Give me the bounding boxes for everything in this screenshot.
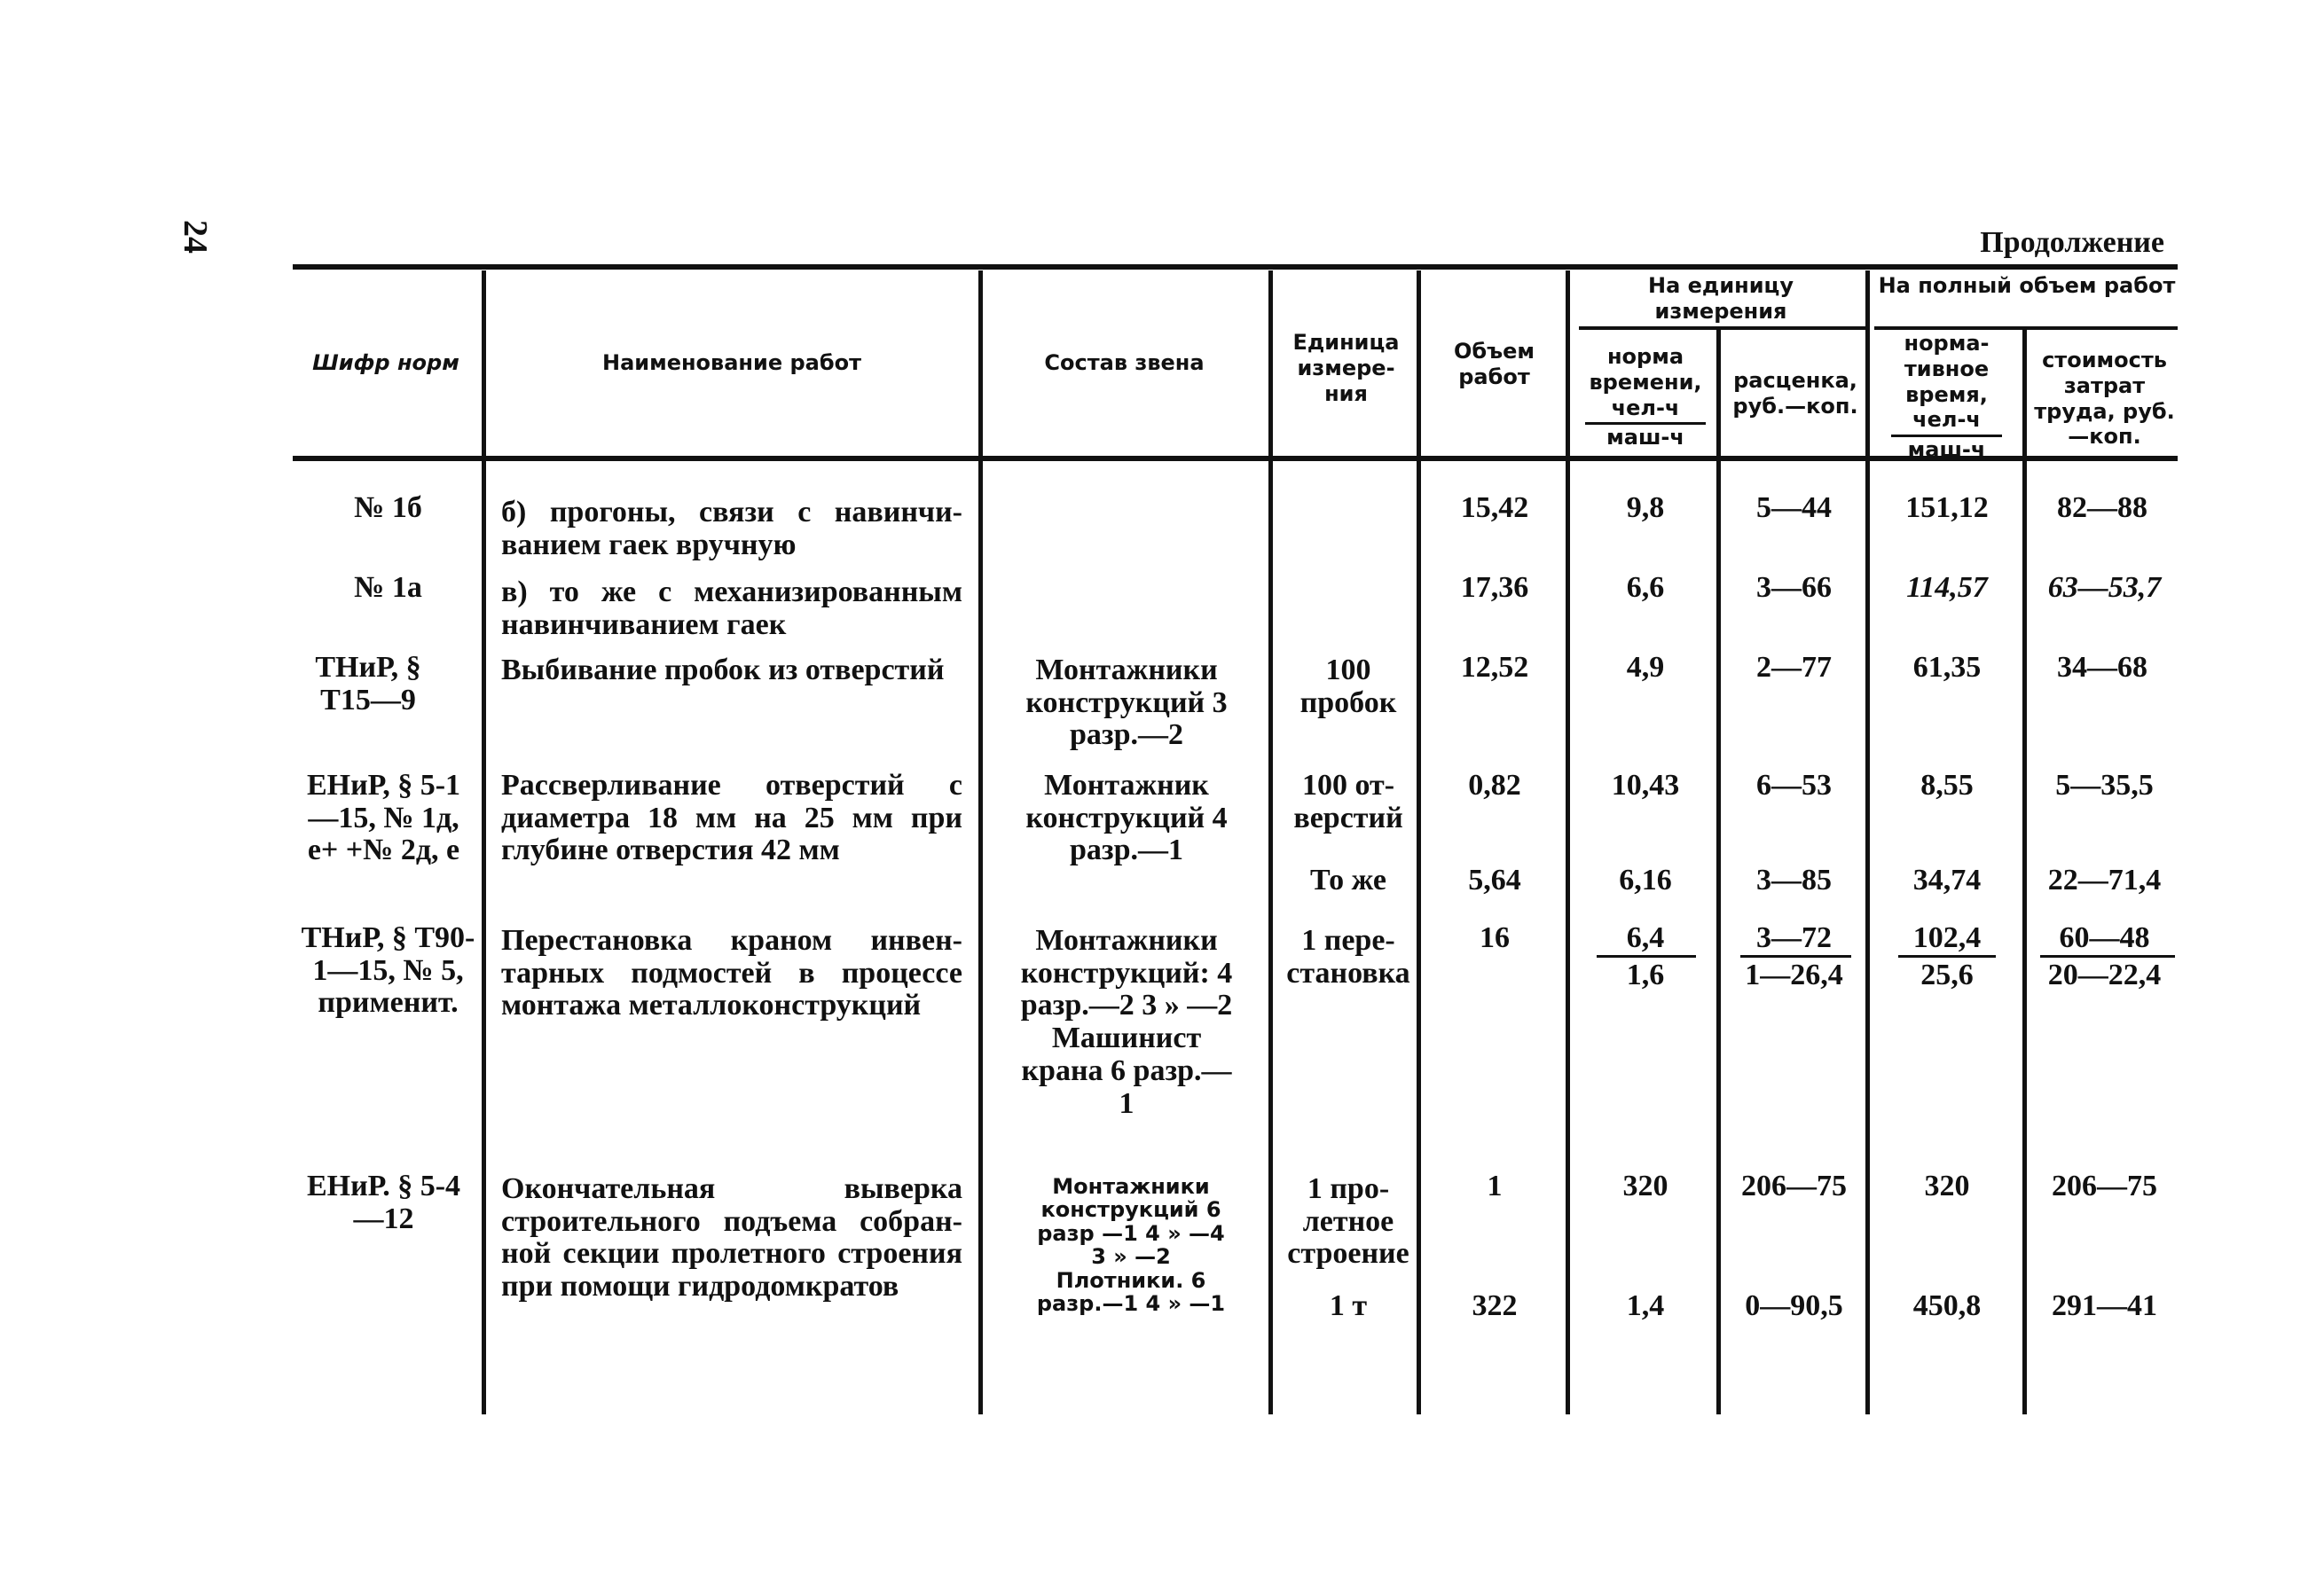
row8-norm: 1,4 <box>1626 1289 1665 1322</box>
row1-norm: 9,8 <box>1626 491 1665 524</box>
page-number: 24 <box>177 220 214 254</box>
row3-rate: 2—77 <box>1756 651 1832 684</box>
header-per-unit-label: На единицу измерения <box>1648 273 1794 324</box>
row4-crew: Монтажник конструкций 4 разр.—1 <box>1025 769 1228 867</box>
header-unit: Единица измерения <box>1292 330 1400 406</box>
header-full-norm-bottom: маш-ч <box>1907 437 1986 463</box>
row6-full-cost-machine: 20—22,4 <box>2047 959 2162 991</box>
row4-code: ЕНиР, § 5-1—15, № 1д, е+ +№ 2д, е <box>306 769 461 867</box>
continuation-label: Продолжение <box>1980 226 2164 259</box>
header-full-cost: стоимость затрат труда, руб.—коп. <box>2034 348 2175 450</box>
row6-norm: 6,4 <box>1626 921 1665 954</box>
row1-name: б) прогоны, связи с навинчиванием гаек вручную <box>501 496 962 561</box>
row8-unit: 1 т <box>1329 1289 1368 1322</box>
row4-full-norm: 8,55 <box>1920 769 1974 802</box>
row7-code: ЕНиР. § 5-4—12 <box>306 1170 461 1235</box>
header-code: Шифр норм <box>312 350 459 375</box>
row7-full-norm: 320 <box>1924 1170 1970 1202</box>
header-volume: Объем работ <box>1453 339 1535 389</box>
header-per-unit-norm <box>1574 344 1716 450</box>
row6-full-cost-fraction-line <box>2040 955 2175 958</box>
row4-full-cost: 5—35,5 <box>2055 769 2154 802</box>
row5-norm: 6,16 <box>1619 864 1672 897</box>
row2-full-cost: 63—53,7 <box>2047 571 2162 604</box>
header-full-norm <box>1873 331 2020 463</box>
row4-rate: 6—53 <box>1756 769 1832 802</box>
row1-volume: 15,42 <box>1460 491 1529 524</box>
row2-rate: 3—66 <box>1756 571 1832 604</box>
row2-name: в) то же с механизированным навинчиванием гаек <box>501 576 962 641</box>
row1-full-cost: 82—88 <box>2057 491 2147 524</box>
row3-full-cost: 34—68 <box>2057 651 2147 684</box>
row1-code: № 1б <box>354 491 422 524</box>
row3-code: ТНиР, § Т15—9 <box>315 651 421 717</box>
row1-full-norm: 151,12 <box>1905 491 1989 524</box>
row5-unit: То же <box>1310 864 1386 897</box>
row3-crew: Монтажники конструкций 3 разр.—2 <box>1025 654 1228 752</box>
row6-full-norm: 102,4 <box>1912 921 1982 954</box>
row2-code: № 1а <box>354 571 422 604</box>
row5-volume: 5,64 <box>1468 864 1521 897</box>
row3-unit: 100 пробок <box>1299 654 1397 719</box>
table-top-rule <box>293 264 2178 270</box>
row3-volume: 12,52 <box>1460 651 1529 684</box>
header-per-unit-norm-top: норма времени, чел-ч <box>1585 344 1706 425</box>
header-full-norm-top: нормативное время, чел-ч <box>1891 331 2002 437</box>
row6-full-cost: 60—48 <box>2059 921 2150 954</box>
row3-full-norm: 61,35 <box>1912 651 1982 684</box>
row7-norm: 320 <box>1622 1170 1668 1202</box>
row5-full-cost: 22—71,4 <box>2047 864 2162 897</box>
row6-norm-machine: 1,6 <box>1626 959 1665 991</box>
header-full <box>1876 273 2178 299</box>
subheader-rule-left <box>1579 326 1867 330</box>
header-per-unit <box>1579 273 1863 325</box>
row8-full-cost: 291—41 <box>2052 1289 2157 1322</box>
row7-full-cost: 206—75 <box>2052 1170 2157 1202</box>
row4-name: Рассверливание отверстий с диаметра 18 мм на 25 мм при глубине отверстия 42 мм <box>501 769 962 867</box>
header-per-unit-rate: расценка, руб.—коп. <box>1732 368 1858 419</box>
row3-norm: 4,9 <box>1626 651 1665 684</box>
row6-unit: 1 перестановка <box>1286 924 1410 990</box>
row5-rate: 3—85 <box>1756 864 1832 897</box>
row2-norm: 6,6 <box>1626 571 1665 604</box>
row7-rate: 206—75 <box>1741 1170 1847 1202</box>
row6-code: ТНиР, § Т90-1—15, № 5, применит. <box>301 921 475 1020</box>
row6-rate: 3—72 <box>1756 921 1832 954</box>
header-name: Наименование работ <box>601 350 861 375</box>
col-rule-7 <box>1865 270 1870 1414</box>
row8-rate: 0—90,5 <box>1745 1289 1843 1322</box>
row6-volume: 16 <box>1480 921 1510 954</box>
col-rule-2 <box>978 270 983 1414</box>
header-full-label: На полный объем работ <box>1878 273 2176 298</box>
col-rule-5 <box>1566 270 1570 1414</box>
header-per-unit-norm-bottom: маш-ч <box>1606 425 1684 450</box>
row4-unit: 100 отверстий <box>1293 769 1403 834</box>
row3-name: Выбивание пробок из отверстий <box>501 654 945 686</box>
row7-volume: 1 <box>1487 1170 1503 1202</box>
row6-full-norm-machine: 25,6 <box>1920 959 1974 991</box>
col-rule-3 <box>1268 270 1273 1414</box>
col-rule-1 <box>482 270 486 1414</box>
row5-full-norm: 34,74 <box>1912 864 1982 897</box>
row6-full-norm-fraction-line <box>1898 955 1996 958</box>
row6-norm-fraction-line <box>1597 955 1696 958</box>
header-crew: Состав звена <box>1044 350 1205 375</box>
row7-name: Окончательная выверка строительного подъема собранной секции пролетного строения при помощи гидродомкратов <box>501 1172 962 1304</box>
row4-volume: 0,82 <box>1468 769 1521 802</box>
row7-crew: Монтажники конструкций 6 разр —1 4 » —4 3 » —2 Плотники. 6 разр.—1 4 » —1 <box>1036 1174 1226 1316</box>
row4-norm: 10,43 <box>1611 769 1680 802</box>
col-rule-4 <box>1417 270 1421 1414</box>
row7-unit: 1 пролетное строение <box>1287 1172 1409 1271</box>
row6-crew: Монтажники конструкций: 4 разр.—2 3 » —2 Машинист крана 6 разр.—1 <box>1020 924 1233 1120</box>
row2-full-norm: 114,57 <box>1906 571 1988 604</box>
row6-name: Перестановка краном инвентарных подмостей в процессе монтажа металлоконструкций <box>501 924 962 1022</box>
row2-volume: 17,36 <box>1460 571 1529 604</box>
row1-rate: 5—44 <box>1756 491 1832 524</box>
row6-rate-fraction-line <box>1740 955 1851 958</box>
row8-volume: 322 <box>1472 1289 1518 1322</box>
row8-full-norm: 450,8 <box>1912 1289 1982 1322</box>
row6-rate-machine: 1—26,4 <box>1745 959 1843 991</box>
